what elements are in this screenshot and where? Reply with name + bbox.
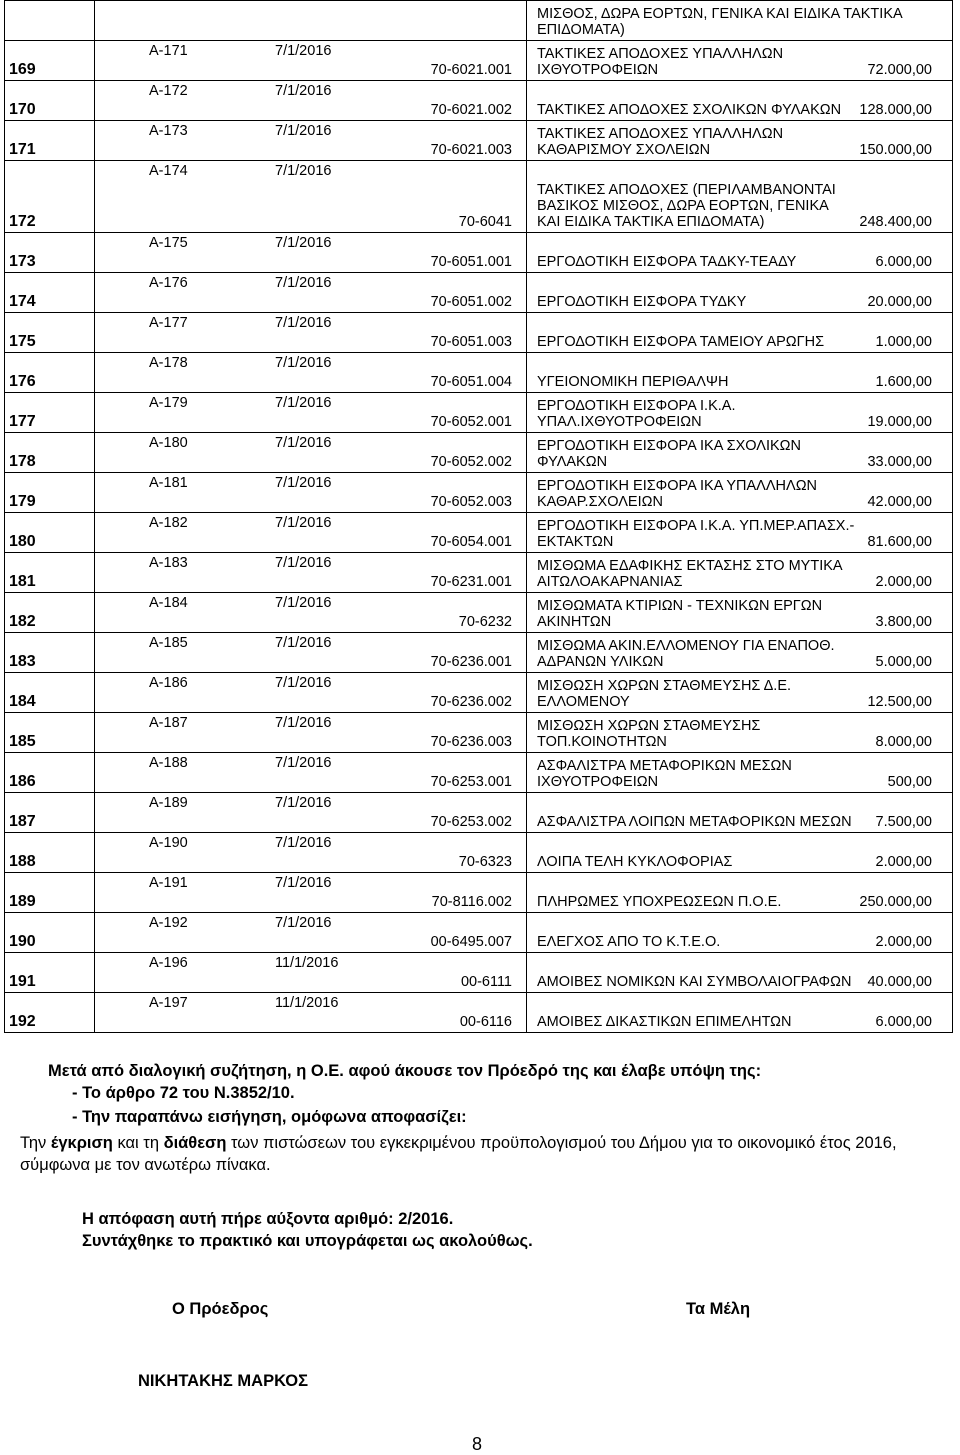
members-label: Τα Μέλη xyxy=(686,1300,751,1318)
row-date: 11/1/2016 xyxy=(275,995,339,1011)
table-row xyxy=(5,753,953,793)
table-row xyxy=(5,473,953,513)
row-number: 181 xyxy=(5,553,95,593)
row-account-code: 00-6495.007 xyxy=(430,934,512,950)
row-account-code: 70-6232 xyxy=(458,614,512,630)
row-number: 179 xyxy=(5,473,95,513)
row-description: ΜΙΣΘΩΜΑ ΑΚΙΝ.ΕΛΛΟΜΕΝΟΥ ΓΙΑ ΕΝΑΠΟΘ. ΑΔΡΑΝΩΝ ΥΛΙΚΩΝ xyxy=(537,638,835,670)
row-reference-cell xyxy=(95,353,527,393)
row-description: ΤΑΚΤΙΚΕΣ ΑΠΟΔΟΧΕΣ ΣΧΟΛΙΚΩΝ ΦΥΛΑΚΩΝ xyxy=(537,102,842,118)
row-number: 190 xyxy=(5,913,95,953)
table-row xyxy=(5,593,953,633)
row-amount: 7.500,00 xyxy=(875,814,932,830)
approval-text-1: Την xyxy=(20,1134,51,1152)
row-date: 11/1/2016 xyxy=(275,955,339,971)
row-amount: 5.000,00 xyxy=(875,654,932,670)
row-date: 7/1/2016 xyxy=(275,163,332,179)
row-reference-cell xyxy=(95,793,527,833)
approval-text-2: και τη xyxy=(112,1134,164,1152)
row-entry-code: Α-173 xyxy=(149,123,188,139)
row-description-cell xyxy=(527,633,953,673)
row-reference-cell xyxy=(95,1,527,41)
row-description-cell xyxy=(527,913,953,953)
row-description-cell xyxy=(527,713,953,753)
table-row xyxy=(5,233,953,273)
row-description-cell xyxy=(527,273,953,313)
row-description-cell xyxy=(527,1,953,41)
approval-text-3: των πιστώσεων του εγκεκριμένου προϋπολογισμού του Δήμου για το οικονομικό έτος 2016, σύμφωνα με τον ανωτέρω πίνακα. xyxy=(20,1134,897,1174)
row-number: 189 xyxy=(5,873,95,913)
row-amount: 19.000,00 xyxy=(867,414,932,430)
row-entry-code: Α-182 xyxy=(149,515,188,531)
row-reference-cell xyxy=(95,513,527,553)
row-description-cell xyxy=(527,993,953,1033)
row-number: 184 xyxy=(5,673,95,713)
row-entry-code: Α-177 xyxy=(149,315,188,331)
row-reference-cell xyxy=(95,953,527,993)
row-amount: 6.000,00 xyxy=(875,254,932,270)
row-reference-cell xyxy=(95,593,527,633)
row-description-cell xyxy=(527,121,953,161)
row-description: ΕΡΓΟΔΟΤΙΚΗ ΕΙΣΦΟΡΑ ΤΥΔΚΥ xyxy=(537,294,747,310)
table-row xyxy=(5,313,953,353)
table-row xyxy=(5,393,953,433)
row-account-code: 70-8116.002 xyxy=(431,894,512,910)
row-account-code: 70-6051.004 xyxy=(430,374,512,390)
row-date: 7/1/2016 xyxy=(275,235,332,251)
table-row xyxy=(5,433,953,473)
row-amount: 500,00 xyxy=(887,774,932,790)
row-amount: 81.600,00 xyxy=(867,534,932,550)
row-number: 185 xyxy=(5,713,95,753)
row-date: 7/1/2016 xyxy=(275,475,332,491)
row-number: 174 xyxy=(5,273,95,313)
row-description-cell xyxy=(527,433,953,473)
row-account-code: 70-6041 xyxy=(458,214,512,230)
row-description: ΜΙΣΘΩΣΗ ΧΩΡΩΝ ΣΤΑΘΜΕΥΣΗΣ ΤΟΠ.ΚΟΙΝΟΤΗΤΩΝ xyxy=(537,718,761,750)
row-amount: 40.000,00 xyxy=(867,974,932,990)
row-entry-code: Α-197 xyxy=(149,995,188,1011)
row-date: 7/1/2016 xyxy=(275,835,332,851)
president-label: Ο Πρόεδρος xyxy=(172,1300,269,1318)
row-reference-cell xyxy=(95,81,527,121)
row-entry-code: Α-172 xyxy=(149,83,188,99)
row-reference-cell xyxy=(95,993,527,1033)
row-number: 170 xyxy=(5,81,95,121)
row-reference-cell xyxy=(95,161,527,233)
row-account-code: 70-6051.001 xyxy=(430,254,512,270)
table-row xyxy=(5,993,953,1033)
row-description-cell xyxy=(527,353,953,393)
row-account-code: 70-6051.002 xyxy=(430,294,512,310)
unanimous-decision: - Την παραπάνω εισήγηση, ομόφωνα αποφασίζει: xyxy=(72,1108,467,1126)
row-entry-code: Α-175 xyxy=(149,235,188,251)
decision-number: Η απόφαση αυτή πήρε αύξοντα αριθμό: 2/2016. xyxy=(82,1210,454,1228)
row-amount: 150.000,00 xyxy=(859,142,932,158)
row-description: ΜΙΣΘΩΣΗ ΧΩΡΩΝ ΣΤΑΘΜΕΥΣΗΣ Δ.Ε. ΕΛΛΟΜΕΝΟΥ xyxy=(537,678,792,710)
table-row xyxy=(5,81,953,121)
row-entry-code: Α-186 xyxy=(149,675,188,691)
row-account-code: 70-6236.001 xyxy=(430,654,512,670)
row-date: 7/1/2016 xyxy=(275,635,332,651)
credits-table xyxy=(4,0,953,1033)
row-date: 7/1/2016 xyxy=(275,275,332,291)
row-number: 171 xyxy=(5,121,95,161)
row-reference-cell xyxy=(95,833,527,873)
row-date: 7/1/2016 xyxy=(275,515,332,531)
row-description: ΜΙΣΘΟΣ, ΔΩΡΑ ΕΟΡΤΩΝ, ΓΕΝΙΚΑ ΚΑΙ ΕΙΔΙΚΑ ΤΑΚΤΙΚΑ ΕΠΙΔΟΜΑΤΑ) xyxy=(537,6,902,38)
row-entry-code: Α-189 xyxy=(149,795,188,811)
row-number: 188 xyxy=(5,833,95,873)
row-date: 7/1/2016 xyxy=(275,43,332,59)
row-reference-cell xyxy=(95,121,527,161)
table-row xyxy=(5,41,953,81)
row-amount: 250.000,00 xyxy=(859,894,932,910)
row-description: ΤΑΚΤΙΚΕΣ ΑΠΟΔΟΧΕΣ ΥΠΑΛΛΗΛΩΝ ΙΧΘΥΟΤΡΟΦΕΙΩΝ xyxy=(537,46,784,78)
row-entry-code: Α-171 xyxy=(149,43,188,59)
row-description: ΕΡΓΟΔΟΤΙΚΗ ΕΙΣΦΟΡΑ Ι.Κ.Α. ΥΠΑΛ.ΙΧΘΥΟΤΡΟΦΕΙΩΝ xyxy=(537,398,736,430)
table-row xyxy=(5,873,953,913)
row-date: 7/1/2016 xyxy=(275,555,332,571)
row-amount: 128.000,00 xyxy=(859,102,932,118)
row-reference-cell xyxy=(95,433,527,473)
row-account-code: 70-6253.001 xyxy=(430,774,512,790)
row-entry-code: Α-191 xyxy=(149,875,188,891)
row-entry-code: Α-190 xyxy=(149,835,188,851)
row-reference-cell xyxy=(95,873,527,913)
row-description: ΑΜΟΙΒΕΣ ΔΙΚΑΣΤΙΚΩΝ ΕΠΙΜΕΛΗΤΩΝ xyxy=(537,1014,792,1030)
row-number: 187 xyxy=(5,793,95,833)
row-number: 175 xyxy=(5,313,95,353)
row-description-cell xyxy=(527,753,953,793)
row-entry-code: Α-187 xyxy=(149,715,188,731)
table-row xyxy=(5,353,953,393)
row-description-cell xyxy=(527,793,953,833)
row-description: ΕΡΓΟΔΟΤΙΚΗ ΕΙΣΦΟΡΑ ΤΑΔΚΥ-ΤΕΑΔΥ xyxy=(537,254,797,270)
row-description-cell xyxy=(527,41,953,81)
row-reference-cell xyxy=(95,673,527,713)
row-account-code: 70-6236.003 xyxy=(430,734,512,750)
table-row xyxy=(5,633,953,673)
table-row xyxy=(5,161,953,233)
row-date: 7/1/2016 xyxy=(275,915,332,931)
row-entry-code: Α-179 xyxy=(149,395,188,411)
row-entry-code: Α-180 xyxy=(149,435,188,451)
row-entry-code: Α-183 xyxy=(149,555,188,571)
row-reference-cell xyxy=(95,233,527,273)
row-entry-code: Α-181 xyxy=(149,475,188,491)
row-amount: 2.000,00 xyxy=(875,934,932,950)
row-date: 7/1/2016 xyxy=(275,675,332,691)
row-description-cell xyxy=(527,833,953,873)
row-account-code: 00-6111 xyxy=(460,974,512,990)
row-account-code: 70-6051.003 xyxy=(430,334,512,350)
approval-paragraph xyxy=(20,1132,930,1176)
row-amount: 72.000,00 xyxy=(867,62,932,78)
row-number: 173 xyxy=(5,233,95,273)
row-date: 7/1/2016 xyxy=(275,715,332,731)
row-amount: 1.600,00 xyxy=(875,374,932,390)
row-account-code: 70-6021.003 xyxy=(430,142,512,158)
row-entry-code: Α-188 xyxy=(149,755,188,771)
row-reference-cell xyxy=(95,753,527,793)
row-amount: 2.000,00 xyxy=(875,854,932,870)
row-account-code: 70-6052.001 xyxy=(430,414,512,430)
row-entry-code: Α-174 xyxy=(149,163,188,179)
row-description-cell xyxy=(527,161,953,233)
row-date: 7/1/2016 xyxy=(275,795,332,811)
row-account-code: 70-6054.001 xyxy=(430,534,512,550)
row-account-code: 70-6021.002 xyxy=(430,102,512,118)
table-row xyxy=(5,273,953,313)
row-amount: 20.000,00 xyxy=(867,294,932,310)
law-reference: - Το άρθρο 72 του Ν.3852/10. xyxy=(72,1084,295,1102)
row-description: ΕΡΓΟΔΟΤΙΚΗ ΕΙΣΦΟΡΑ Ι.Κ.Α. ΥΠ.ΜΕΡ.ΑΠΑΣΧ.-ΕΚΤΑΚΤΩΝ xyxy=(537,518,855,550)
row-description: ΑΣΦΑΛΙΣΤΡΑ ΜΕΤΑΦΟΡΙΚΩΝ ΜΕΣΩΝ ΙΧΘΥΟΤΡΟΦΕΙΩΝ xyxy=(537,758,792,790)
row-amount: 2.000,00 xyxy=(875,574,932,590)
row-number: 180 xyxy=(5,513,95,553)
row-date: 7/1/2016 xyxy=(275,875,332,891)
row-entry-code: Α-184 xyxy=(149,595,188,611)
row-date: 7/1/2016 xyxy=(275,83,332,99)
table-row-continued xyxy=(5,1,953,41)
drafted-statement: Συντάχθηκε το πρακτικό και υπογράφεται ως ακολούθως. xyxy=(82,1232,533,1250)
row-reference-cell xyxy=(95,473,527,513)
row-description-cell xyxy=(527,81,953,121)
row-description: ΛΟΙΠΑ ΤΕΛΗ ΚΥΚΛΟΦΟΡΙΑΣ xyxy=(537,854,733,870)
row-account-code: 70-6052.002 xyxy=(430,454,512,470)
row-account-code: 70-6052.003 xyxy=(430,494,512,510)
row-amount: 3.800,00 xyxy=(875,614,932,630)
row-number: 191 xyxy=(5,953,95,993)
row-description-cell xyxy=(527,873,953,913)
row-description: ΑΣΦΑΛΙΣΤΡΑ ΛΟΙΠΩΝ ΜΕΤΑΦΟΡΙΚΩΝ ΜΕΣΩΝ xyxy=(537,814,852,830)
row-account-code: 70-6231.001 xyxy=(430,574,512,590)
row-reference-cell xyxy=(95,633,527,673)
row-reference-cell xyxy=(95,273,527,313)
row-number: 192 xyxy=(5,993,95,1033)
row-amount: 248.400,00 xyxy=(859,214,932,230)
row-description-cell xyxy=(527,473,953,513)
row-date: 7/1/2016 xyxy=(275,435,332,451)
row-amount: 33.000,00 xyxy=(867,454,932,470)
row-account-code: 70-6236.002 xyxy=(430,694,512,710)
row-reference-cell xyxy=(95,41,527,81)
row-reference-cell xyxy=(95,313,527,353)
approval-keyword-2: διάθεση xyxy=(163,1134,227,1152)
row-account-code: 70-6253.002 xyxy=(430,814,512,830)
row-entry-code: Α-185 xyxy=(149,635,188,651)
table-row xyxy=(5,121,953,161)
table-row xyxy=(5,713,953,753)
row-number: 169 xyxy=(5,41,95,81)
row-reference-cell xyxy=(95,393,527,433)
table-row xyxy=(5,793,953,833)
row-description: ΜΙΣΘΩΜΑΤΑ ΚΤΙΡΙΩΝ - ΤΕΧΝΙΚΩΝ ΕΡΓΩΝ ΑΚΙΝΗΤΩΝ xyxy=(537,598,823,630)
row-description-cell xyxy=(527,393,953,433)
row-amount: 8.000,00 xyxy=(875,734,932,750)
discussion-paragraph: Μετά από διαλογική συζήτηση, η Ο.Ε. αφού άκουσε τον Πρόεδρό της και έλαβε υπόψη της: xyxy=(48,1062,762,1080)
row-number: 176 xyxy=(5,353,95,393)
row-description-cell xyxy=(527,953,953,993)
row-reference-cell xyxy=(95,713,527,753)
president-name: ΝΙΚΗΤΑΚΗΣ ΜΑΡΚΟΣ xyxy=(138,1372,308,1390)
row-description: ΕΡΓΟΔΟΤΙΚΗ ΕΙΣΦΟΡΑ ΙΚΑ ΥΠΑΛΛΗΛΩΝ ΚΑΘΑΡ.ΣΧΟΛΕΙΩΝ xyxy=(537,478,818,510)
row-date: 7/1/2016 xyxy=(275,595,332,611)
row-reference-cell xyxy=(95,913,527,953)
row-number: 186 xyxy=(5,753,95,793)
row-description-cell xyxy=(527,673,953,713)
row-entry-code: Α-192 xyxy=(149,915,188,931)
row-description-cell xyxy=(527,233,953,273)
row-description: ΥΓΕΙΟΝΟΜΙΚΗ ΠΕΡΙΘΑΛΨΗ xyxy=(537,374,729,390)
row-description-cell xyxy=(527,593,953,633)
approval-keyword-1: έγκριση xyxy=(50,1134,113,1152)
row-number: 183 xyxy=(5,633,95,673)
row-reference-cell xyxy=(95,553,527,593)
row-date: 7/1/2016 xyxy=(275,315,332,331)
row-description-cell xyxy=(527,553,953,593)
row-entry-code: Α-178 xyxy=(149,355,188,371)
row-description: ΕΛΕΓΧΟΣ ΑΠΟ ΤΟ Κ.Τ.Ε.Ο. xyxy=(537,934,721,950)
row-description: ΕΡΓΟΔΟΤΙΚΗ ΕΙΣΦΟΡΑ ΤΑΜΕΙΟΥ ΑΡΩΓΗΣ xyxy=(537,334,825,350)
row-description: ΕΡΓΟΔΟΤΙΚΗ ΕΙΣΦΟΡΑ ΙΚΑ ΣΧΟΛΙΚΩΝ ΦΥΛΑΚΩΝ xyxy=(537,438,801,470)
row-number: 182 xyxy=(5,593,95,633)
row-description: ΤΑΚΤΙΚΕΣ ΑΠΟΔΟΧΕΣ ΥΠΑΛΛΗΛΩΝ ΚΑΘΑΡΙΣΜΟΥ ΣΧΟΛΕΙΩΝ xyxy=(537,126,784,158)
row-amount: 1.000,00 xyxy=(875,334,932,350)
table-row xyxy=(5,913,953,953)
row-date: 7/1/2016 xyxy=(275,123,332,139)
row-date: 7/1/2016 xyxy=(275,355,332,371)
table-row xyxy=(5,553,953,593)
row-description: ΜΙΣΘΩΜΑ ΕΔΑΦΙΚΗΣ ΕΚΤΑΣΗΣ ΣΤΟ ΜΥΤΙΚΑ ΑΙΤΩΛΟΑΚΑΡΝΑΝΙΑΣ xyxy=(537,558,842,590)
page-number: 8 xyxy=(472,1434,483,1454)
row-account-code: 00-6116 xyxy=(459,1014,512,1030)
row-date: 7/1/2016 xyxy=(275,755,332,771)
row-number: 177 xyxy=(5,393,95,433)
table-row xyxy=(5,953,953,993)
row-description: ΠΛΗΡΩΜΕΣ ΥΠΟΧΡΕΩΣΕΩΝ Π.Ο.Ε. xyxy=(537,894,782,910)
table-row xyxy=(5,513,953,553)
row-description: ΑΜΟΙΒΕΣ ΝΟΜΙΚΩΝ ΚΑΙ ΣΥΜΒΟΛΑΙΟΓΡΑΦΩΝ xyxy=(537,974,852,990)
row-entry-code: Α-196 xyxy=(149,955,188,971)
row-amount: 12.500,00 xyxy=(867,694,932,710)
row-account-code: 70-6323 xyxy=(458,854,512,870)
row-entry-code: Α-176 xyxy=(149,275,188,291)
table-row xyxy=(5,833,953,873)
row-description-cell xyxy=(527,513,953,553)
table-row xyxy=(5,673,953,713)
row-number xyxy=(5,1,95,41)
row-account-code: 70-6021.001 xyxy=(430,62,512,78)
row-date: 7/1/2016 xyxy=(275,395,332,411)
row-description-cell xyxy=(527,313,953,353)
row-number: 172 xyxy=(5,161,95,233)
row-amount: 42.000,00 xyxy=(867,494,932,510)
credits-table-body xyxy=(5,1,953,1033)
row-description: ΤΑΚΤΙΚΕΣ ΑΠΟΔΟΧΕΣ (ΠΕΡΙΛΑΜΒΑΝΟΝΤΑΙ ΒΑΣΙΚΟΣ ΜΙΣΘΟΣ, ΔΩΡΑ ΕΟΡΤΩΝ, ΓΕΝΙΚΑ ΚΑΙ ΕΙΔΙΚΑ ΤΑΚΤΙΚΑ ΕΠΙΔΟΜΑΤΑ) xyxy=(537,182,836,230)
row-amount: 6.000,00 xyxy=(875,1014,932,1030)
row-number: 178 xyxy=(5,433,95,473)
